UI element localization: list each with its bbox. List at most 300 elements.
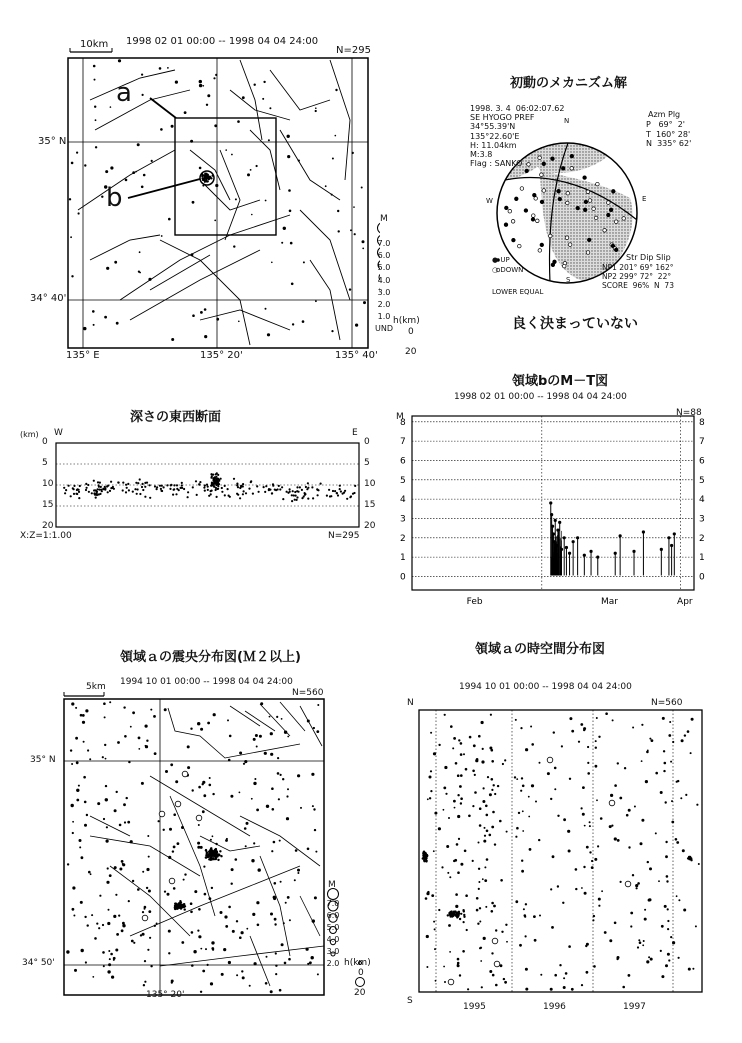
- epicenter-dot: [137, 143, 140, 146]
- epicenter-dot: [211, 887, 213, 889]
- epicenter-dot: [209, 777, 211, 779]
- epicenter-dot: [246, 928, 248, 930]
- spacetime-dot: [561, 745, 563, 747]
- epicenter-dot: [132, 880, 134, 882]
- hypocenter-dot: [220, 478, 222, 480]
- epicenter-dot: [277, 757, 279, 759]
- mt-point: [583, 554, 586, 557]
- epicenter-dot: [209, 897, 212, 900]
- spacetime-dot: [491, 760, 494, 763]
- epicenter-dot: [128, 900, 130, 902]
- spacetime-dot: [551, 926, 554, 929]
- epicenter-dot: [287, 155, 290, 158]
- epicenter-dot: [154, 925, 156, 927]
- spacetime-dot: [494, 793, 496, 795]
- spacetime-dot: [539, 915, 541, 917]
- spacetime-dot: [525, 988, 528, 991]
- epicenter-dot: [104, 716, 106, 718]
- epicenter-dot: [95, 146, 97, 148]
- epicenter-a-mag-label-3: 4.0: [326, 935, 340, 944]
- spacetime-dot: [438, 744, 440, 746]
- spacetime-dot: [463, 921, 465, 923]
- fault-line: [230, 706, 260, 726]
- epicenter-dot: [251, 859, 254, 862]
- hypocenter-dot: [72, 487, 74, 489]
- epicenter-dot: [150, 709, 152, 711]
- hypocenter-dot: [203, 487, 205, 489]
- epicenter-dot: [292, 323, 294, 325]
- spacetime-dot: [667, 928, 669, 930]
- spacetime-dot: [457, 958, 460, 961]
- spacetime-dot: [484, 835, 486, 837]
- hypocenter-dot: [181, 482, 183, 484]
- hypocenter-dot: [101, 490, 103, 492]
- epicenter-dot: [260, 702, 263, 705]
- hypocenter-dot: [107, 485, 109, 487]
- epicenter-dot: [144, 960, 146, 962]
- mt-month-label: Feb: [466, 597, 483, 607]
- fault-line: [260, 856, 290, 956]
- hypocenter-dot: [183, 488, 185, 490]
- epicenter-dot: [286, 795, 288, 797]
- epicenter-circle: [142, 915, 148, 921]
- spacetime-dot: [636, 887, 638, 889]
- epicenter-dot: [297, 774, 300, 777]
- spacetime-dot: [466, 929, 468, 931]
- mt-point: [667, 536, 670, 539]
- epicenter-dot: [266, 805, 269, 808]
- epicenter-dot: [151, 160, 153, 162]
- epicenter-dot: [146, 887, 148, 889]
- epicenter-dot: [215, 848, 217, 850]
- spacetime-dot: [459, 918, 461, 920]
- spacetime-dot: [522, 785, 525, 788]
- spacetime-dot: [479, 907, 481, 909]
- epicenter-dot: [231, 883, 233, 885]
- mt-point: [619, 534, 622, 537]
- epicenter-dot: [338, 230, 340, 232]
- epicenter-dot: [269, 107, 271, 109]
- epicenter-dot: [94, 106, 96, 108]
- epicenter-dot: [181, 826, 184, 829]
- hypocenter-dot: [268, 489, 270, 491]
- spacetime-dot: [453, 737, 456, 740]
- epicenter-dot: [309, 961, 312, 964]
- spacetime-dot: [650, 958, 653, 961]
- hypocenter-dot: [125, 491, 127, 493]
- epicenter-a-depth-title: h(km): [344, 958, 371, 968]
- epicenter-dot: [72, 832, 74, 834]
- spacetime-dot: [486, 830, 489, 833]
- hypocenter-dot: [78, 497, 80, 499]
- epicenter-dot: [213, 713, 216, 716]
- spacetime-dot: [664, 905, 667, 908]
- epicenter-dot: [198, 786, 201, 789]
- hypocenter-dot: [296, 496, 298, 498]
- spacetime-dot: [595, 740, 597, 742]
- hypocenter-dot: [175, 493, 177, 495]
- epicenter-dot: [210, 839, 212, 841]
- spacetime-south: S: [407, 996, 413, 1006]
- epicenter-dot: [76, 152, 78, 154]
- spacetime-dot: [582, 813, 585, 816]
- spacetime-dot: [477, 923, 479, 925]
- epicenter-dot: [102, 951, 105, 954]
- epicenter-dot: [311, 773, 314, 776]
- hypocenter-dot: [295, 495, 297, 497]
- epicenter-a-panel: [0, 636, 390, 1036]
- epicenter-dot: [274, 918, 277, 921]
- epicenter-dot: [82, 714, 85, 717]
- spacetime-dot: [449, 951, 451, 953]
- epicenter-dot: [104, 744, 106, 746]
- mt-ytick-left: 6: [400, 456, 406, 467]
- epicenter-dot: [116, 933, 119, 936]
- epicenter-dot: [315, 300, 317, 302]
- epicenter-dot: [191, 964, 194, 967]
- hypocenter-dot: [210, 490, 212, 492]
- epicenter-dot: [80, 901, 83, 904]
- epicenter-dot: [184, 111, 187, 114]
- spacetime-dot: [453, 800, 456, 803]
- epicenter-dot: [122, 863, 124, 865]
- polarity-up: [505, 206, 509, 210]
- spacetime-dot: [516, 778, 518, 780]
- hypocenter-dot: [320, 483, 322, 485]
- spacetime-dot: [458, 739, 460, 741]
- epicenter-dot: [115, 894, 117, 896]
- epicenter-dot: [269, 716, 271, 718]
- top-map-mag-label-0: 7.0: [377, 239, 391, 248]
- epicenter-dot: [209, 784, 212, 787]
- spacetime-dot: [506, 831, 508, 833]
- mechanism-legend-down: ○ DOWN: [492, 266, 524, 274]
- mt-ytick-left: 0: [400, 572, 406, 583]
- epicenter-dot: [142, 933, 145, 936]
- epicenter-dot: [190, 911, 193, 914]
- polarity-up: [524, 209, 528, 213]
- epicenter-dot: [276, 716, 278, 718]
- hypocenter-dot: [160, 488, 162, 490]
- spacetime-dot: [474, 791, 477, 794]
- hypocenter-dot: [221, 491, 223, 493]
- mechanism-planes: [602, 263, 674, 290]
- spacetime-dot: [443, 966, 445, 968]
- hypocenter-dot: [217, 488, 219, 490]
- hypocenter-dot: [236, 483, 238, 485]
- epicenter-dot: [315, 851, 317, 853]
- spacetime-dot: [483, 787, 485, 789]
- epicenter-dot: [197, 722, 200, 725]
- hypocenter-dot: [212, 477, 214, 479]
- hypocenter-dot: [195, 480, 197, 482]
- epicenter-dot: [82, 721, 85, 724]
- mechanism-info-line-6: Flag : SANKO: [470, 159, 523, 169]
- spacetime-dot: [617, 839, 620, 842]
- hypocenter-dot: [291, 494, 293, 496]
- epicenter-a-scale: 5km: [86, 682, 106, 692]
- epicenter-dot: [104, 316, 107, 319]
- epicenter-dot: [187, 745, 190, 748]
- spacetime-dot: [665, 855, 668, 858]
- spacetime-dot: [499, 820, 502, 823]
- epicenter-dot: [281, 718, 283, 720]
- top-map-depth-title: h(km): [393, 316, 420, 326]
- spacetime-dot: [609, 825, 612, 828]
- epicenter-dot: [288, 189, 291, 192]
- spacetime-dot: [444, 981, 446, 983]
- hypocenter-dot: [166, 484, 168, 486]
- top-map-lat-3440: 34° 40': [30, 293, 67, 304]
- epicenter-dot: [138, 737, 141, 740]
- hypocenter-dot: [242, 493, 244, 495]
- hypocenter-dot: [134, 488, 136, 490]
- spacetime-dot: [628, 974, 631, 977]
- hypocenter-dot: [85, 483, 87, 485]
- epicenter-dot: [313, 727, 315, 729]
- epicenter-dot: [124, 735, 127, 738]
- spacetime-dot: [612, 719, 614, 721]
- spacetime-dot: [506, 941, 508, 943]
- spacetime-dot: [683, 909, 686, 912]
- mechanism-panel: [450, 70, 742, 340]
- polarity-down: [508, 209, 512, 213]
- hypocenter-dot: [317, 494, 319, 496]
- mechanism-note: 良く決まっていない: [512, 316, 638, 332]
- epicenter-dot: [213, 77, 215, 79]
- spacetime-dot: [459, 785, 462, 788]
- epicenter-dot: [109, 874, 112, 877]
- spacetime-dot: [593, 915, 595, 917]
- cross-section-west: W: [54, 428, 63, 438]
- epicenter-dot: [109, 958, 111, 960]
- spacetime-dot: [468, 815, 471, 818]
- hypocenter-dot: [103, 488, 105, 490]
- epicenter-dot: [66, 950, 69, 953]
- cross-section-depth-tick: 10: [42, 479, 54, 489]
- cross-section-east: E: [352, 428, 358, 438]
- hypocenter-dot: [65, 489, 67, 491]
- epicenter-dot: [106, 267, 109, 270]
- fault-line: [330, 60, 350, 180]
- epicenter-dot: [256, 901, 259, 904]
- spacetime-circle: [625, 881, 631, 887]
- epicenter-dot: [206, 104, 208, 106]
- epicenter-dot: [88, 871, 91, 874]
- top-map-mag-label-3: 4.0: [377, 275, 391, 285]
- hypocenter-dot: [73, 485, 75, 487]
- spacetime-dot: [531, 784, 534, 787]
- epicenter-dot: [354, 233, 356, 235]
- epicenter-dot: [303, 261, 305, 263]
- spacetime-dot: [491, 826, 494, 829]
- spacetime-dot: [493, 784, 495, 786]
- epicenter-dot: [268, 139, 270, 141]
- hypocenter-dot: [149, 484, 151, 486]
- epicenter-dot: [300, 807, 302, 809]
- spacetime-dot: [456, 912, 458, 914]
- spacetime-dot: [525, 748, 528, 751]
- epicenter-dot: [175, 81, 178, 84]
- spacetime-dot: [644, 918, 647, 921]
- spacetime-dot: [547, 772, 550, 775]
- spacetime-dot: [589, 851, 591, 853]
- spacetime-dot: [485, 906, 487, 908]
- epicenter-dot: [311, 956, 314, 959]
- hypocenter-dot: [354, 485, 356, 487]
- epicenter-dot: [205, 176, 207, 178]
- spacetime-dot: [665, 801, 667, 803]
- polarity-up: [576, 206, 580, 210]
- hypocenter-dot: [296, 499, 298, 501]
- epicenter-a-mag-label-1: 6.0: [326, 911, 340, 920]
- spacetime-dot: [655, 832, 657, 834]
- epicenter-dot: [352, 152, 354, 154]
- polarity-down: [538, 249, 542, 253]
- epicenter-dot: [169, 828, 172, 831]
- spacetime-dot: [491, 902, 494, 905]
- epicenter-dot: [298, 160, 300, 162]
- region-a-label: a: [116, 78, 132, 108]
- spacetime-dot: [535, 801, 537, 803]
- epicenter-dot: [83, 776, 86, 779]
- epicenter-dot: [265, 200, 267, 202]
- spacetime-dot: [426, 966, 428, 968]
- fault-line: [95, 90, 190, 130]
- hypocenter-dot: [256, 485, 258, 487]
- spacetime-dot: [521, 870, 524, 873]
- epicenter-dot: [160, 128, 163, 131]
- spacetime-dot: [614, 837, 617, 840]
- spacetime-dot: [630, 912, 633, 915]
- hypocenter-dot: [206, 484, 208, 486]
- region-b-label: b: [106, 183, 123, 213]
- spacetime-dot: [678, 957, 680, 959]
- fault-line: [205, 185, 260, 210]
- spacetime-dot: [658, 880, 660, 882]
- mt-ylabel: M: [396, 412, 404, 422]
- spacetime-dot: [457, 914, 459, 916]
- spacetime-dot: [660, 950, 662, 952]
- epicenter-dot: [192, 789, 194, 791]
- spacetime-dot: [528, 796, 530, 798]
- epicenter-dot: [253, 738, 256, 741]
- polarity-down: [562, 264, 566, 268]
- spacetime-dot: [516, 827, 519, 830]
- epicenter-dot: [85, 709, 88, 712]
- epicenter-a-mag-title: M: [328, 880, 336, 890]
- epicenter-dot: [258, 868, 261, 871]
- epicenter-dot: [275, 973, 277, 975]
- fault-line: [230, 90, 290, 120]
- epicenter-dot: [110, 166, 113, 169]
- epicenter-dot: [255, 734, 258, 737]
- mt-point: [660, 548, 663, 551]
- spacetime-dot: [483, 840, 486, 843]
- polarity-up: [607, 213, 611, 217]
- epicenter-dot: [198, 935, 201, 938]
- top-epicenter-map: [0, 0, 420, 370]
- epicenter-dot: [225, 839, 228, 842]
- spacetime-dot: [430, 790, 432, 792]
- epicenter-dot: [118, 915, 120, 917]
- epicenter-dot: [79, 839, 82, 842]
- spacetime-dot: [672, 941, 675, 944]
- spacetime-dot: [595, 765, 598, 768]
- mt-panel: [390, 362, 742, 612]
- epicenter-dot: [287, 896, 290, 899]
- spacetime-dot: [680, 797, 682, 799]
- epicenter-dot: [95, 119, 97, 121]
- epicenter-dot: [94, 79, 96, 81]
- epicenter-dot: [73, 915, 75, 917]
- fault-line: [200, 310, 290, 330]
- spacetime-dot: [472, 805, 474, 807]
- epicenter-dot: [115, 949, 118, 952]
- hypocenter-dot: [97, 488, 99, 490]
- epicenter-dot: [184, 908, 186, 910]
- epicenter-dot: [182, 904, 184, 906]
- epicenter-circle: [159, 811, 165, 817]
- epicenter-dot: [231, 868, 234, 871]
- epicenter-dot: [90, 873, 92, 875]
- mt-ytick-right: 6: [699, 456, 705, 467]
- epicenter-dot: [314, 896, 317, 899]
- epicenter-a-period: 1994 10 01 00:00 -- 1998 04 04 24:00: [120, 677, 293, 687]
- epicenter-a-depth-20: 20: [354, 988, 366, 998]
- hypocenter-dot: [156, 488, 158, 490]
- epicenter-dot: [199, 84, 202, 87]
- top-map-svg: [0, 0, 380, 370]
- epicenter-dot: [199, 167, 202, 170]
- spacetime-dot: [425, 857, 427, 859]
- epicenter-dot: [191, 931, 194, 934]
- spacetime-dot: [589, 825, 591, 827]
- epicenter-dot: [87, 924, 89, 926]
- hypocenter-dot: [278, 485, 280, 487]
- epicenter-dot: [350, 229, 352, 231]
- epicenter-dot: [283, 922, 285, 924]
- hypocenter-dot: [229, 496, 231, 498]
- spacetime-dot: [479, 824, 482, 827]
- hypocenter-dot: [334, 490, 336, 492]
- epicenter-dot: [270, 732, 273, 735]
- polarity-down: [594, 216, 598, 220]
- polarity-down: [607, 201, 611, 205]
- spacetime-dot: [571, 988, 574, 991]
- epicenter-dot: [257, 924, 260, 927]
- spacetime-dot: [592, 919, 594, 921]
- spacetime-dot: [503, 978, 505, 980]
- spacetime-dot: [482, 878, 484, 880]
- mechanism-axes: [646, 120, 691, 149]
- top-map-scale: 10km: [80, 39, 109, 50]
- spacetime-dot: [458, 838, 460, 840]
- epicenter-dot: [211, 941, 214, 944]
- spacetime-dot: [684, 734, 686, 736]
- hypocenter-dot: [221, 487, 223, 489]
- epicenter-dot: [297, 869, 300, 872]
- spacetime-dot: [478, 881, 480, 883]
- spacetime-dot: [669, 721, 671, 723]
- hypocenter-dot: [281, 486, 283, 488]
- epicenter-dot: [244, 760, 247, 763]
- spacetime-dot: [504, 759, 506, 761]
- epicenter-dot: [236, 920, 238, 922]
- hypocenter-dot: [215, 489, 217, 491]
- epicenter-dot: [168, 952, 170, 954]
- mechanism-plane-line-2: SCORE 96% N 73: [602, 281, 674, 290]
